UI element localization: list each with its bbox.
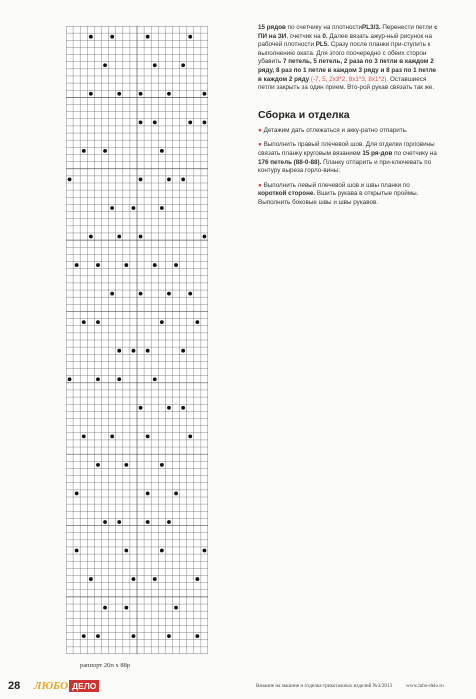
yarn-over-dot bbox=[146, 349, 150, 353]
yarn-over-dot bbox=[124, 263, 128, 267]
yarn-over-dot bbox=[117, 377, 121, 381]
text-run: Выполнить левый плечевой шов и швы планки по bbox=[263, 181, 410, 189]
yarn-over-dot bbox=[132, 349, 136, 353]
yarn-over-dot bbox=[160, 206, 164, 210]
text-run: Вшить рукава в открытые проймы. Выполнить боковые швы и швы рукавов. bbox=[258, 190, 419, 206]
yarn-over-dot bbox=[174, 263, 178, 267]
yarn-over-dot bbox=[96, 377, 100, 381]
text-run: , счетчик на bbox=[286, 32, 323, 40]
assembly-step-steam bbox=[258, 127, 438, 136]
yarn-over-dot bbox=[96, 463, 100, 467]
yarn-over-dot bbox=[203, 92, 207, 96]
yarn-over-dot bbox=[68, 377, 72, 381]
chart-caption: раппорт 20п х 88р bbox=[80, 662, 131, 669]
yarn-over-dot bbox=[160, 549, 164, 553]
yarn-over-dot bbox=[132, 577, 136, 581]
yarn-over-dot bbox=[110, 206, 114, 210]
yarn-over-dot bbox=[89, 577, 93, 581]
yarn-over-dot bbox=[82, 434, 86, 438]
logo-text-delo: ДЕЛО bbox=[69, 680, 99, 692]
yarn-over-dot bbox=[96, 320, 100, 324]
yarn-over-dot bbox=[124, 463, 128, 467]
yarn-over-dot bbox=[188, 434, 192, 438]
yarn-over-dot bbox=[146, 35, 150, 39]
yarn-over-dot bbox=[132, 634, 136, 638]
text-run: Детажим дать отлежаться и акку-ратно отпарить. bbox=[263, 126, 408, 134]
footer-url: www.lubo-delo.ru bbox=[406, 683, 444, 689]
yarn-over-dot bbox=[153, 377, 157, 381]
yarn-over-dot bbox=[139, 178, 143, 182]
yarn-over-dot bbox=[188, 35, 192, 39]
yarn-over-dot bbox=[75, 492, 79, 496]
text-run: по счетчику на bbox=[392, 149, 437, 157]
sleeve-instructions bbox=[258, 24, 438, 93]
text-run: ● bbox=[258, 126, 264, 134]
text-run: 15 рядов bbox=[258, 24, 286, 31]
text-run: PL3/3. bbox=[362, 24, 381, 31]
yarn-over-dot bbox=[195, 634, 199, 638]
yarn-over-dot bbox=[203, 549, 207, 553]
yarn-over-dot bbox=[82, 634, 86, 638]
yarn-over-dot bbox=[139, 406, 143, 410]
yarn-over-dot bbox=[167, 292, 171, 296]
yarn-over-dot bbox=[181, 178, 185, 182]
yarn-over-dot bbox=[139, 292, 143, 296]
text-run: Оставшиеся петли закрыть за один прием. Вто-рой рукав связать так же. bbox=[258, 75, 435, 92]
knitting-chart-grid bbox=[66, 26, 208, 654]
yarn-over-dot bbox=[188, 292, 192, 296]
yarn-over-dot bbox=[181, 63, 185, 67]
yarn-over-dot bbox=[174, 492, 178, 496]
yarn-over-dot bbox=[195, 577, 199, 581]
yarn-over-dot bbox=[110, 434, 114, 438]
yarn-over-dot bbox=[117, 349, 121, 353]
yarn-over-dot bbox=[153, 263, 157, 267]
yarn-over-dot bbox=[89, 35, 93, 39]
yarn-over-dot bbox=[153, 577, 157, 581]
text-run: с ПИ на ЗИ bbox=[258, 24, 438, 40]
yarn-over-dot bbox=[139, 235, 143, 239]
logo-text-lubo: ЛЮБО bbox=[34, 680, 69, 692]
yarn-over-dot bbox=[124, 606, 128, 610]
text-run: Сразу после планки при-ступить к выполнению оката. Для этого поочередно с обеих сторон убавить bbox=[258, 41, 431, 66]
yarn-over-dot bbox=[75, 549, 79, 553]
text-run: ● bbox=[258, 141, 264, 149]
text-run: Выполнить правый плечевой шов. bbox=[263, 141, 365, 149]
yarn-over-dot bbox=[82, 320, 86, 324]
yarn-over-dot bbox=[75, 263, 79, 267]
yarn-over-dot bbox=[103, 520, 107, 524]
yarn-over-dot bbox=[160, 320, 164, 324]
text-run: 7 петель, 5 петель, 2 раза по 3 петли в каждом 2 ряду, 8 раз по 1 петле в каждом 3 ряду и 8 раз по 1 петле в каждом 2 ряду bbox=[258, 58, 437, 83]
yarn-over-dot bbox=[160, 149, 164, 153]
yarn-over-dot bbox=[132, 206, 136, 210]
text-run: 0. bbox=[322, 32, 328, 40]
assembly-step-neckband bbox=[258, 141, 438, 175]
yarn-over-dot bbox=[174, 606, 178, 610]
text-run: ● bbox=[258, 181, 264, 189]
text-run: по счетчику на плотности bbox=[285, 24, 363, 31]
text-run: 176 петель (88-0-88). bbox=[258, 158, 322, 166]
yarn-over-dot bbox=[160, 463, 164, 467]
text-run: (-7, 5, 2х3*2, 8х1*3, 8х1*2). bbox=[309, 75, 389, 83]
yarn-over-dot bbox=[103, 149, 107, 153]
text-run: PL5. bbox=[315, 41, 330, 49]
yarn-over-dot bbox=[167, 92, 171, 96]
knitting-chart bbox=[66, 26, 208, 654]
yarn-over-dot bbox=[82, 149, 86, 153]
yarn-over-dot bbox=[146, 434, 150, 438]
yarn-over-dot bbox=[89, 235, 93, 239]
text-run: Для отделки горловины связать планку круговым вязанием bbox=[258, 141, 435, 157]
page-number: 28 bbox=[8, 680, 21, 692]
yarn-over-dot bbox=[103, 63, 107, 67]
text-run: Далее вязать ажур-ный рисунок на рабочей плотности bbox=[258, 32, 432, 49]
magazine-logo bbox=[34, 679, 99, 693]
yarn-over-dot bbox=[181, 349, 185, 353]
yarn-over-dot bbox=[110, 292, 114, 296]
text-run: Перенести петли bbox=[380, 24, 435, 31]
text-run: короткой стороне. bbox=[258, 190, 316, 198]
text-run: 15 ря-дов bbox=[362, 149, 393, 157]
yarn-over-dot bbox=[96, 263, 100, 267]
yarn-over-dot bbox=[146, 520, 150, 524]
text-run: Планку отпарить и при-ключевать по контуру выреза горло-вины; bbox=[258, 158, 432, 175]
section-title: Сборка и отделка bbox=[258, 108, 350, 121]
yarn-over-dot bbox=[203, 235, 207, 239]
yarn-over-dot bbox=[96, 634, 100, 638]
yarn-over-dot bbox=[117, 520, 121, 524]
yarn-over-dot bbox=[139, 92, 143, 96]
page-footer bbox=[0, 676, 476, 699]
yarn-over-dot bbox=[68, 178, 72, 182]
yarn-over-dot bbox=[203, 120, 207, 124]
yarn-over-dot bbox=[117, 235, 121, 239]
footer-publication-note: Вязание на машине и отделка трикотажных изделий №3/2013 bbox=[256, 683, 393, 689]
instructions-column bbox=[258, 24, 438, 214]
yarn-over-dot bbox=[110, 35, 114, 39]
yarn-over-dot bbox=[103, 606, 107, 610]
yarn-over-dot bbox=[117, 92, 121, 96]
yarn-over-dot bbox=[195, 320, 199, 324]
yarn-over-dot bbox=[146, 492, 150, 496]
yarn-over-dot bbox=[188, 120, 192, 124]
yarn-over-dot bbox=[124, 549, 128, 553]
yarn-over-dot bbox=[167, 406, 171, 410]
yarn-over-dot bbox=[139, 120, 143, 124]
yarn-over-dot bbox=[167, 178, 171, 182]
yarn-over-dot bbox=[167, 634, 171, 638]
yarn-over-dot bbox=[167, 520, 171, 524]
yarn-over-dot bbox=[89, 92, 93, 96]
yarn-over-dot bbox=[153, 63, 157, 67]
yarn-over-dot bbox=[153, 120, 157, 124]
yarn-over-dot bbox=[181, 406, 185, 410]
assembly-step-seams bbox=[258, 182, 438, 208]
